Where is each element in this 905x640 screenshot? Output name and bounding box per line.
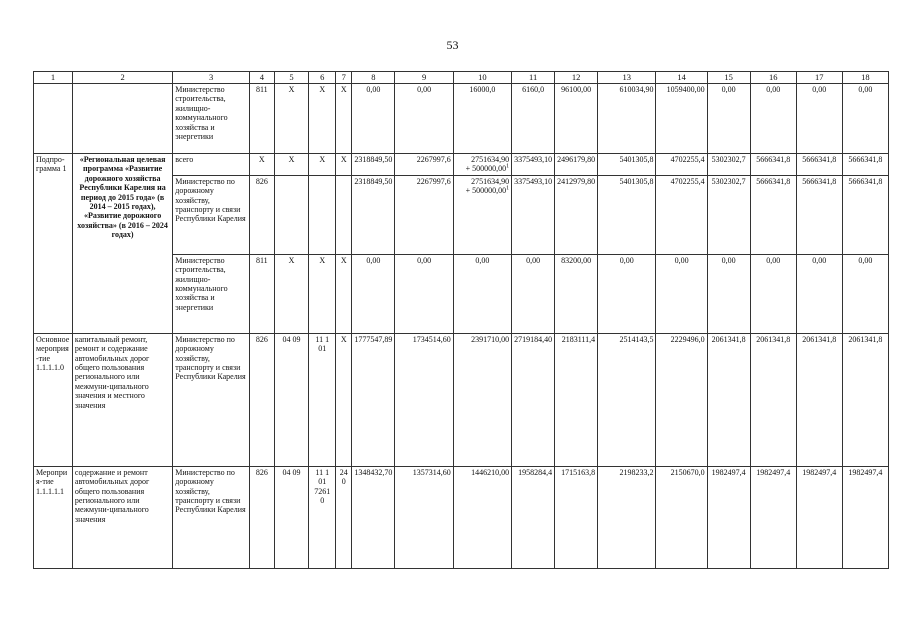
table-cell: Х: [336, 254, 352, 333]
table-cell: 5666341,8: [796, 175, 842, 254]
table-cell: 811: [250, 254, 275, 333]
table-cell: 240: [336, 466, 352, 568]
table-cell: 0,00: [598, 254, 656, 333]
table-row: [34, 333, 889, 466]
table-cell: 5666341,8: [796, 154, 842, 176]
table-cell: 1982497,4: [842, 466, 888, 568]
table-cell: 1715163,8: [555, 466, 598, 568]
table-cell: 2061341,8: [750, 333, 796, 466]
table-cell: Х: [274, 84, 309, 154]
footnote-mark: 1: [506, 185, 510, 192]
table-cell: 5666341,8: [842, 154, 888, 176]
event-label: Мероприя-тие 1.1.1.1.1: [34, 466, 73, 568]
table-cell: [453, 175, 511, 254]
table-cell: Х: [336, 333, 352, 466]
table-cell: 96100,00: [555, 84, 598, 154]
column-header: 15: [707, 72, 750, 84]
column-header: 3: [173, 72, 250, 84]
table-cell: 83200,00: [555, 254, 598, 333]
table-row: [34, 84, 889, 154]
table-cell: 0,00: [512, 254, 555, 333]
table-cell: 5666341,8: [750, 175, 796, 254]
event-description: капитальный ремонт, ремонт и содержание автомобильных дорог общего пользования регионального или межмуни-ципального значения и местного значения: [72, 333, 172, 466]
table-cell: 0,00: [750, 84, 796, 154]
table-cell: 2318849,50: [352, 154, 395, 176]
column-header: 9: [395, 72, 453, 84]
table-cell: 2061341,8: [707, 333, 750, 466]
table-cell: 2198233,2: [598, 466, 656, 568]
table-cell: Х: [336, 154, 352, 176]
ministry-name: Министерство строительства, жилищно-коммунального хозяйства и энергетики: [173, 254, 250, 333]
table-cell: 0,00: [796, 254, 842, 333]
table-cell: 11 1 01: [309, 333, 336, 466]
table-cell: 2318849,50: [352, 175, 395, 254]
table-cell: Х: [309, 154, 336, 176]
table-row: [34, 154, 889, 176]
column-header: 2: [72, 72, 172, 84]
table-row: [34, 466, 889, 568]
table-cell: 811: [250, 84, 275, 154]
table-cell: Х: [274, 254, 309, 333]
table-cell: 2150670,0: [656, 466, 707, 568]
cell-value: 2751634,90: [471, 155, 510, 164]
column-header: 1: [34, 72, 73, 84]
table-cell: Х: [309, 254, 336, 333]
table-cell: 2061341,8: [842, 333, 888, 466]
table-cell: 1059400,00: [656, 84, 707, 154]
table-cell: 0,00: [656, 254, 707, 333]
table-cell: 11 1 01 7261 0: [309, 466, 336, 568]
table-cell: 1348432,70: [352, 466, 395, 568]
subprogram-label: Подпро-грамма 1: [34, 154, 73, 334]
table-cell: 826: [250, 333, 275, 466]
table-cell: 1982497,4: [750, 466, 796, 568]
table-cell: 0,00: [707, 254, 750, 333]
table-cell: 4702255,4: [656, 154, 707, 176]
table-cell: 0,00: [395, 84, 453, 154]
column-header: 18: [842, 72, 888, 84]
table-cell: 1357314,60: [395, 466, 453, 568]
table-cell: Х: [309, 84, 336, 154]
table-cell: 0,00: [707, 84, 750, 154]
table-cell: 5302302,7: [707, 175, 750, 254]
column-header: 8: [352, 72, 395, 84]
ministry-name: Министерство по дорожному хозяйству, транспорту и связи Республики Карелия: [173, 333, 250, 466]
table-cell: [309, 175, 336, 254]
cell-value-extra: + 500000,00: [465, 186, 507, 196]
column-header: 11: [512, 72, 555, 84]
column-header: 4: [250, 72, 275, 84]
table-cell: 0,00: [453, 254, 511, 333]
table-cell: 610034,90: [598, 84, 656, 154]
table-cell: 826: [250, 175, 275, 254]
column-header: 17: [796, 72, 842, 84]
ministry-name: Министерство по дорожному хозяйству, транспорту и связи Республики Карелия: [173, 466, 250, 568]
table-cell: 0,00: [842, 254, 888, 333]
table-cell: [34, 84, 73, 154]
table-cell: 0,00: [395, 254, 453, 333]
table-cell: 04 09: [274, 333, 309, 466]
table-cell: [336, 175, 352, 254]
column-header: 13: [598, 72, 656, 84]
table-cell: 4702255,4: [656, 175, 707, 254]
table-cell: 1777547,89: [352, 333, 395, 466]
table-cell: 04 09: [274, 466, 309, 568]
table-cell: 5302302,7: [707, 154, 750, 176]
table-cell: 5666341,8: [750, 154, 796, 176]
column-header: 10: [453, 72, 511, 84]
table-cell: [72, 84, 172, 154]
event-label: Основное мероприя-тие 1.1.1.1.0: [34, 333, 73, 466]
table-cell: 2267997,6: [395, 175, 453, 254]
ministry-name: Министерство по дорожному хозяйству, транспорту и связи Республики Карелия: [173, 175, 250, 254]
ministry-name: Министерство строительства, жилищно-коммунального хозяйства и энергетики: [173, 84, 250, 154]
table-cell: 0,00: [796, 84, 842, 154]
table-cell: 1982497,4: [796, 466, 842, 568]
table-cell: 5401305,8: [598, 154, 656, 176]
table-cell: 2496179,80: [555, 154, 598, 176]
table-cell: 3375493,10: [512, 154, 555, 176]
table-cell: 0,00: [750, 254, 796, 333]
budget-table: [33, 71, 889, 569]
table-cell: 2391710,00: [453, 333, 511, 466]
table-cell: [453, 154, 511, 176]
table-cell: 0,00: [842, 84, 888, 154]
table-cell: Х: [336, 84, 352, 154]
event-description: содержание и ремонт автомобильных дорог общего пользования регионального или межмуни-ципального значения: [72, 466, 172, 568]
cell-value-extra: + 500000,00: [465, 164, 507, 174]
subprogram-title: «Региональная целевая программа «Развитие дорожного хозяйства Республики Карелия на период до 2015 года» (в 2014 – 2015 годах), «Развитие дорожного хозяйства» (в 2016 – 2024 годах): [72, 154, 172, 334]
column-header: 6: [309, 72, 336, 84]
table-cell: 2061341,8: [796, 333, 842, 466]
table-cell: 1734514,60: [395, 333, 453, 466]
footnote-mark: 1: [506, 163, 510, 170]
total-label: всего: [173, 154, 250, 176]
column-number-row: [34, 72, 889, 84]
table-cell: 2719184,40: [512, 333, 555, 466]
table-cell: 3375493,10: [512, 175, 555, 254]
table-cell: 16000,0: [453, 84, 511, 154]
table-cell: 1982497,4: [707, 466, 750, 568]
column-header: 5: [274, 72, 309, 84]
column-header: 7: [336, 72, 352, 84]
table-cell: 1958284,4: [512, 466, 555, 568]
table-cell: 0,00: [352, 84, 395, 154]
table-cell: 2267997,6: [395, 154, 453, 176]
column-header: 16: [750, 72, 796, 84]
table-cell: 0,00: [352, 254, 395, 333]
table-cell: 2229496,0: [656, 333, 707, 466]
column-header: 12: [555, 72, 598, 84]
table-cell: 5666341,8: [842, 175, 888, 254]
table-cell: Х: [250, 154, 275, 176]
table-cell: Х: [274, 154, 309, 176]
table-cell: 2183111,4: [555, 333, 598, 466]
table-cell: [274, 175, 309, 254]
column-header: 14: [656, 72, 707, 84]
table-cell: 826: [250, 466, 275, 568]
page-number: 53: [446, 38, 459, 52]
table-cell: 1446210,00: [453, 466, 511, 568]
table-cell: 2412979,80: [555, 175, 598, 254]
cell-value: 2751634,90: [471, 176, 510, 186]
table-cell: 5401305,8: [598, 175, 656, 254]
table-cell: 2514143,5: [598, 333, 656, 466]
table-cell: 6160,0: [512, 84, 555, 154]
